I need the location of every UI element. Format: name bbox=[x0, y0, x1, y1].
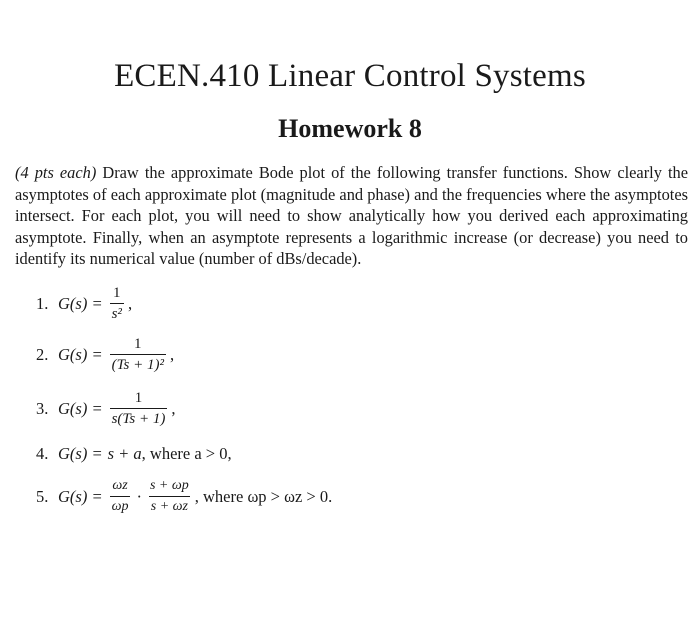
problem-tail: , bbox=[127, 293, 133, 313]
problem-tail: , bbox=[170, 344, 175, 364]
page-title: ECEN.410 Linear Control Systems bbox=[114, 58, 586, 94]
points-note: (4 pts each) bbox=[15, 163, 97, 182]
fraction bbox=[110, 336, 166, 373]
numerator: 1 bbox=[113, 285, 121, 301]
expression: s + a bbox=[107, 444, 142, 463]
problem-number: 4. bbox=[36, 444, 49, 463]
problem-number: 1. bbox=[36, 293, 49, 313]
transfer-function-lhs: G(s) = bbox=[58, 293, 103, 313]
numerator: 1 bbox=[134, 390, 143, 406]
fraction bbox=[110, 390, 168, 427]
problem-4 bbox=[36, 444, 232, 464]
denominator: (Ts + 1)² bbox=[110, 354, 166, 373]
fraction-1 bbox=[110, 478, 131, 515]
problem-2 bbox=[36, 336, 174, 373]
denominator: s + ωz bbox=[149, 496, 190, 515]
fraction-2 bbox=[148, 478, 191, 515]
transfer-function-lhs: G(s) = bbox=[58, 444, 103, 463]
denominator: s² bbox=[110, 303, 124, 322]
problem-tail: , where a > 0, bbox=[141, 444, 232, 463]
numerator: 1 bbox=[134, 336, 142, 352]
problem-number: 3. bbox=[36, 398, 49, 418]
problem-tail: , where ωp > ωz > 0. bbox=[194, 486, 333, 506]
problem-1 bbox=[36, 285, 132, 322]
problem-tail: , bbox=[171, 398, 176, 418]
homework-subtitle: Homework 8 bbox=[278, 114, 422, 143]
numerator: ωz bbox=[112, 478, 128, 493]
instructions-text: Draw the approximate Bode plot of the following transfer functions. Show clearly the asymptotes of each approximate plot (magnitude and phase) and the frequencies where the asymptotes intersect. For each plot, you will need to show analytically how you derived each approximating asymptote. Finally, when an asymptote represents a logarithmic increase (or decrease) you need to identify its numerical value (number of dBs/decade). bbox=[15, 163, 688, 268]
denominator: ωp bbox=[110, 496, 131, 515]
problem-3 bbox=[36, 390, 175, 427]
fraction bbox=[110, 285, 124, 322]
transfer-function-lhs: G(s) = bbox=[58, 486, 103, 506]
numerator: s + ωp bbox=[149, 478, 189, 493]
problem-number: 5. bbox=[36, 486, 49, 506]
denominator: s(Ts + 1) bbox=[110, 408, 168, 427]
problem-number: 2. bbox=[36, 344, 49, 364]
instructions-paragraph bbox=[15, 162, 688, 270]
problem-5 bbox=[36, 478, 332, 515]
transfer-function-lhs: G(s) = bbox=[58, 398, 103, 418]
transfer-function-lhs: G(s) = bbox=[58, 344, 103, 364]
multiply-dot: · bbox=[136, 486, 142, 506]
